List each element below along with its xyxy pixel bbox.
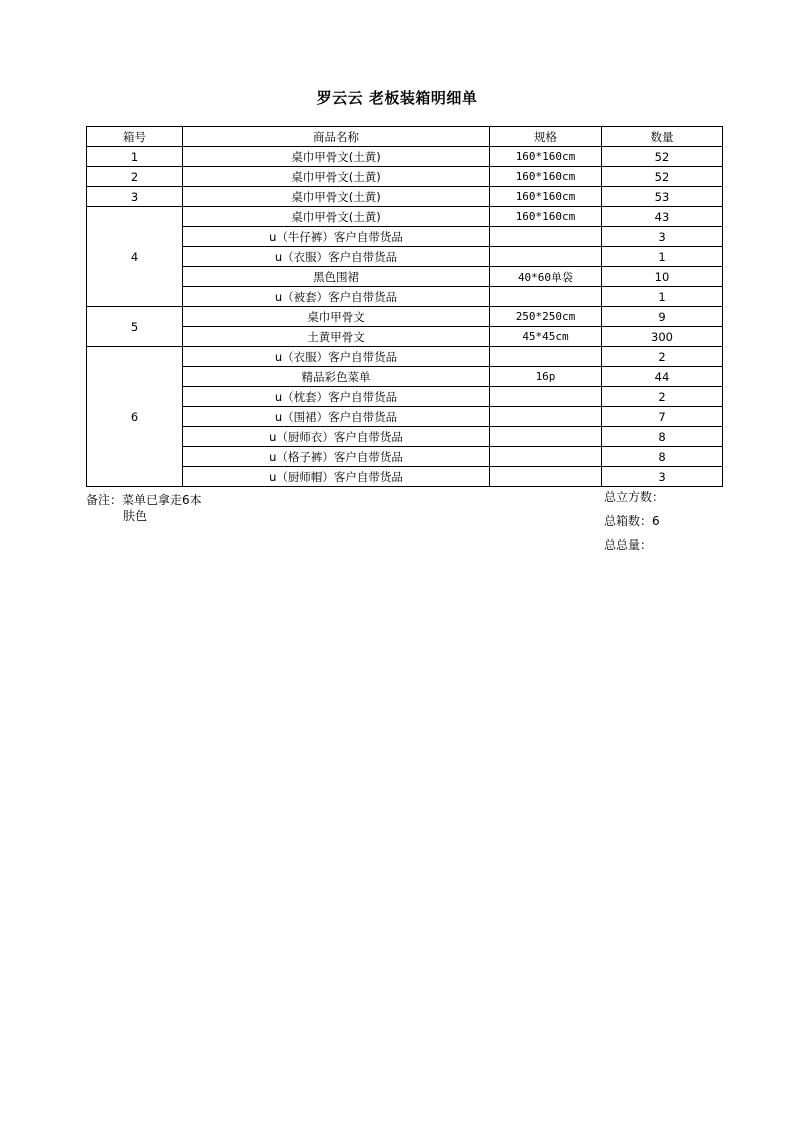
product-spec	[490, 467, 602, 487]
table-row	[87, 267, 723, 287]
product-qty: 8	[602, 427, 723, 447]
table-row	[87, 427, 723, 447]
product-qty: 10	[602, 267, 723, 287]
product-name: 土黄甲骨文	[183, 327, 490, 347]
header-quantity: 数量	[602, 127, 723, 147]
product-name: 桌巾甲骨文(土黄)	[183, 207, 490, 227]
table-row	[87, 227, 723, 247]
product-spec	[490, 427, 602, 447]
totals-block	[604, 489, 664, 561]
product-name: u（围裙）客户自带货品	[183, 407, 490, 427]
total-volume: 总立方数：	[604, 490, 665, 504]
table-row	[87, 307, 723, 327]
product-spec: 45*45cm	[490, 327, 602, 347]
product-name: 桌巾甲骨文(土黄)	[183, 147, 490, 167]
product-qty: 53	[602, 187, 723, 207]
product-qty: 9	[602, 307, 723, 327]
product-name: u（牛仔裤）客户自带货品	[183, 227, 490, 247]
table-row	[87, 407, 723, 427]
table-header-row	[87, 127, 723, 147]
product-spec	[490, 287, 602, 307]
product-name: u（厨师衣）客户自带货品	[183, 427, 490, 447]
box-number: 5	[87, 307, 183, 347]
product-name: u（衣服）客户自带货品	[183, 347, 490, 367]
product-spec: 250*250cm	[490, 307, 602, 327]
header-spec: 规格	[490, 127, 602, 147]
table-row	[87, 207, 723, 227]
product-name: u（被套）客户自带货品	[183, 287, 490, 307]
product-qty: 3	[602, 467, 723, 487]
product-spec	[490, 387, 602, 407]
product-spec	[490, 247, 602, 267]
box-number: 4	[87, 207, 183, 307]
remark-block	[86, 492, 202, 524]
product-name: u（枕套）客户自带货品	[183, 387, 490, 407]
product-qty: 43	[602, 207, 723, 227]
table-row	[87, 147, 723, 167]
product-qty: 44	[602, 367, 723, 387]
total-quantity: 总总量：	[604, 538, 653, 552]
product-name: 桌巾甲骨文	[183, 307, 490, 327]
product-qty: 300	[602, 327, 723, 347]
table-row	[87, 327, 723, 347]
table-row	[87, 247, 723, 267]
table-row	[87, 367, 723, 387]
total-boxes: 总箱数：6	[604, 514, 660, 528]
box-number: 2	[87, 167, 183, 187]
table-row	[87, 187, 723, 207]
table-row	[87, 447, 723, 467]
product-name: u（衣服）客户自带货品	[183, 247, 490, 267]
table-row	[87, 347, 723, 367]
product-name: 精品彩色菜单	[183, 367, 490, 387]
product-spec: 40*60单袋	[490, 267, 602, 287]
box-number: 1	[87, 147, 183, 167]
product-spec	[490, 447, 602, 467]
product-name: u（格子裤）客户自带货品	[183, 447, 490, 467]
box-number: 3	[87, 187, 183, 207]
product-qty: 52	[602, 147, 723, 167]
table-row	[87, 167, 723, 187]
table-row	[87, 467, 723, 487]
remark-line-2: 肤色	[123, 509, 148, 523]
document-title: 罗云云 老板装箱明细单	[316, 89, 478, 107]
product-qty: 1	[602, 247, 723, 267]
box-number: 6	[87, 347, 183, 487]
product-spec: 160*160cm	[490, 187, 602, 207]
product-spec: 160*160cm	[490, 207, 602, 227]
product-qty: 52	[602, 167, 723, 187]
header-product-name: 商品名称	[183, 127, 490, 147]
product-name: u（厨师帽）客户自带货品	[183, 467, 490, 487]
product-qty: 3	[602, 227, 723, 247]
packing-list-table	[86, 126, 723, 487]
product-qty: 2	[602, 387, 723, 407]
remark-line-1: 备注：菜单已拿走6本	[86, 493, 202, 507]
product-spec	[490, 227, 602, 247]
product-qty: 8	[602, 447, 723, 467]
table-row	[87, 287, 723, 307]
product-qty: 7	[602, 407, 723, 427]
product-spec	[490, 407, 602, 427]
product-spec	[490, 347, 602, 367]
product-qty: 1	[602, 287, 723, 307]
table-row	[87, 387, 723, 407]
product-qty: 2	[602, 347, 723, 367]
product-spec: 16p	[490, 367, 602, 387]
product-spec: 160*160cm	[490, 147, 602, 167]
product-name: 桌巾甲骨文(土黄)	[183, 187, 490, 207]
product-name: 桌巾甲骨文(土黄)	[183, 167, 490, 187]
product-spec: 160*160cm	[490, 167, 602, 187]
header-box-no: 箱号	[87, 127, 183, 147]
product-name: 黑色围裙	[183, 267, 490, 287]
